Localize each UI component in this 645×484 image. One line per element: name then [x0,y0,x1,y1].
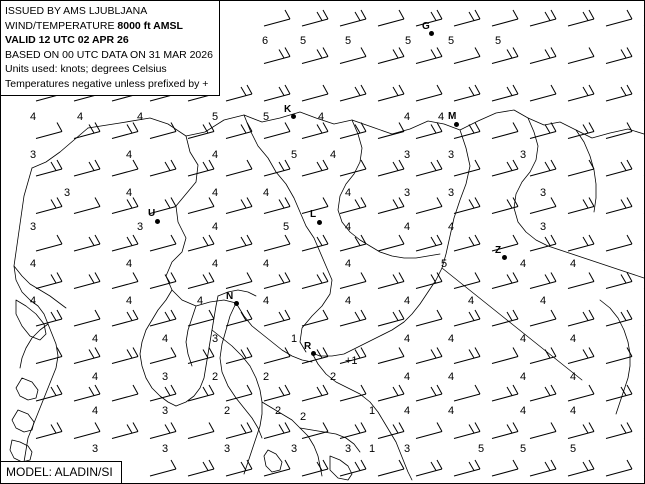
temperature-value: 4 [404,111,411,123]
wind-barb [606,423,632,439]
wind-barb [112,160,138,176]
temperature-value: 4 [77,111,84,123]
wind-barb [378,160,404,176]
wind-barb [302,423,328,439]
legend-line-units: Units used: knots; degrees Celsius [5,63,167,75]
wind-barb [36,310,62,326]
wind-barb [188,123,214,139]
wind-barb [226,460,252,476]
model-label: MODEL: ALADIN/SI [6,465,113,479]
temperature-value: 4 [438,111,445,123]
wind-barb [340,423,366,439]
temperature-value: 4 [92,371,99,383]
temperature-value: 3 [64,187,71,199]
temperature-value: 4 [520,258,527,270]
wind-barb [378,385,404,401]
wind-barb [264,85,290,101]
wind-barb [492,423,518,439]
temperature-value: 4 [345,258,352,270]
wind-barb [378,348,404,364]
wind-barb [454,460,480,476]
wind-barb [36,273,62,289]
wind-barb [226,160,252,176]
wind-barb [112,235,138,251]
temperature-value: 4 [468,295,475,307]
wind-barb [530,235,556,251]
wind-barb [492,348,518,364]
temperature-value: 4 [30,295,37,307]
wind-barb [416,198,442,214]
temperature-value: 4 [345,295,352,307]
wind-barb [264,423,290,439]
temperature-value: +1 [345,355,358,367]
temperature-value: 4 [540,295,547,307]
legend-line-valid: VALID 12 UTC 02 APR 26 [5,34,129,46]
wind-barb [492,123,518,139]
temperature-value: 4 [212,149,219,161]
temperature-value: 2 [224,405,231,417]
legend-product-prefix: WIND/TEMPERATURE [5,19,118,32]
wind-barb [378,235,404,251]
temperature-value: 5 [263,111,270,123]
temperature-value: 4 [30,258,37,270]
wind-barb [606,160,632,176]
wind-barb [226,273,252,289]
city-label: G [422,21,430,32]
wind-barb [340,198,366,214]
wind-barb [378,123,404,139]
temperature-value: 4 [404,405,411,417]
temperature-value: 4 [263,295,270,307]
wind-barb [454,85,480,101]
temperature-value: 3 [345,443,352,455]
temperature-value: 5 [495,35,502,47]
temperature-value: 4 [448,405,455,417]
temperature-value: 5 [291,149,298,161]
temperature-value: 4 [126,258,133,270]
wind-barb [264,10,290,26]
temperature-value: 3 [162,405,169,417]
legend-box [0,0,220,96]
wind-barb [112,273,138,289]
wind-barb [378,48,404,64]
temperature-value: 2 [263,371,270,383]
wind-barb [74,310,100,326]
wind-barb [74,385,100,401]
temperature-value: 3 [540,187,547,199]
wind-barb [150,348,176,364]
wind-barb [188,348,214,364]
wind-barb [454,423,480,439]
city-dot [502,255,507,260]
wind-barb [416,385,442,401]
temperature-value: 4 [263,187,270,199]
wind-barb [340,460,366,476]
temperature-value: 4 [126,149,133,161]
temperature-value: 4 [162,333,169,345]
temperature-value: 5 [570,443,577,455]
temperature-value: 4 [448,333,455,345]
temperature-value: 4 [126,187,133,199]
wind-barb [302,310,328,326]
wind-barb [606,385,632,401]
wind-barb [302,160,328,176]
wind-barb [302,48,328,64]
wind-barb [36,385,62,401]
temperature-value: 2 [275,405,282,417]
wind-barb [454,198,480,214]
city-label: Z [495,245,502,256]
temperature-value: 4 [345,187,352,199]
wind-barb [530,385,556,401]
wind-barb [606,48,632,64]
wind-barb [606,235,632,251]
wind-barb [454,273,480,289]
wind-barb [226,235,252,251]
model-box [0,461,122,484]
wind-barb [74,198,100,214]
wind-barb [454,348,480,364]
wind-barb [302,235,328,251]
wind-barb [74,273,100,289]
temperature-value: 4 [92,405,99,417]
wind-barb [188,423,214,439]
temperature-value: 4 [212,258,219,270]
wind-barb [416,235,442,251]
wind-barb [150,235,176,251]
legend-product-level: 8000 ft AMSL [117,19,183,32]
wind-barb [568,85,594,101]
wind-barb [416,85,442,101]
wind-barb [226,348,252,364]
wind-barb [112,423,138,439]
temperature-value: 4 [126,295,133,307]
wind-barb [74,423,100,439]
wind-barb [568,460,594,476]
wind-barb [492,460,518,476]
temperature-value: 4 [570,258,577,270]
wind-barb [188,160,214,176]
city-label: U [148,208,156,219]
wind-barb [36,123,62,139]
wind-barb [112,198,138,214]
temperature-value: 3 [448,149,455,161]
wind-barb [264,310,290,326]
temperature-value: 4 [520,333,527,345]
wind-barb [74,123,100,139]
wind-barb [150,385,176,401]
temperature-value: 4 [570,371,577,383]
wind-barb [340,273,366,289]
wind-barb [416,423,442,439]
wind-barb [492,385,518,401]
wind-barb [264,123,290,139]
temperature-value: 3 [92,443,99,455]
temperature-value: 4 [92,333,99,345]
temperature-value: 5 [405,35,412,47]
temperature-value: 3 [30,149,37,161]
wind-barb [150,123,176,139]
temperature-value: 5 [283,221,290,233]
temperature-value: 3 [162,371,169,383]
temperature-value: 1 [369,443,376,455]
wind-barb [492,85,518,101]
wind-barb [264,385,290,401]
temperature-value: 1 [369,405,376,417]
temperature-value: 4 [448,371,455,383]
wind-barb [568,160,594,176]
temperature-value: 3 [212,333,219,345]
wind-barb [568,310,594,326]
temperature-value: 4 [212,221,219,233]
wind-barb [454,10,480,26]
city-dot [155,219,160,224]
wind-barb [302,385,328,401]
wind-barb [36,423,62,439]
temperature-value: 6 [262,35,269,47]
wind-barb [568,198,594,214]
city-label: N [226,291,234,302]
wind-barb [302,85,328,101]
wind-barb [226,123,252,139]
temperature-value: 5 [478,443,485,455]
city-dot [311,351,316,356]
temperature-value: 2 [212,371,219,383]
temperature-value: 4 [345,221,352,233]
temperature-value: 4 [137,111,144,123]
wind-barb [530,198,556,214]
temperature-value: 4 [263,258,270,270]
wind-barb [378,310,404,326]
wind-barb [568,235,594,251]
temperature-value: 3 [404,149,411,161]
wind-barb [530,10,556,26]
wind-barb [530,460,556,476]
wind-barb [530,310,556,326]
wind-barb [340,235,366,251]
city-dot [234,301,239,306]
wind-barb [112,348,138,364]
wind-barb [188,235,214,251]
legend-line-temp-note: Temperatures negative unless prefixed by + [5,77,209,90]
wind-barb [264,198,290,214]
temperature-value: 3 [404,187,411,199]
city-label: L [310,209,317,220]
wind-barb [188,385,214,401]
wind-barb [530,85,556,101]
wind-barb [492,198,518,214]
temperature-value: 3 [448,187,455,199]
wind-barb [188,310,214,326]
wind-barb [606,310,632,326]
wind-barb [568,48,594,64]
wind-barb [74,160,100,176]
temperature-value: 4 [212,187,219,199]
wind-barb [606,198,632,214]
wind-barb [606,348,632,364]
temperature-value: 4 [30,111,37,123]
wind-barb [340,48,366,64]
city-dot [291,114,296,119]
wind-barb [568,385,594,401]
wind-barb [454,235,480,251]
wind-barb [416,273,442,289]
wind-barb [74,235,100,251]
wind-barb [188,460,214,476]
wind-barb [606,10,632,26]
city-label: K [284,104,292,115]
temperature-value: 5 [212,111,219,123]
wind-barb [530,423,556,439]
temperature-value: 3 [30,221,37,233]
wind-barb [454,310,480,326]
temperature-value: 4 [197,295,204,307]
city-dot [317,220,322,225]
temperature-value: 3 [291,443,298,455]
wind-barb [150,460,176,476]
wind-barb [264,273,290,289]
wind-barb [112,123,138,139]
wind-barb [36,160,62,176]
temperature-value: 4 [520,371,527,383]
wind-barb [340,10,366,26]
wind-barb [150,423,176,439]
wind-barb [378,10,404,26]
wind-barb [264,348,290,364]
temperature-value: 4 [404,221,411,233]
wind-barb [454,48,480,64]
wind-barb [416,310,442,326]
wind-barb [264,235,290,251]
temperature-value: 3 [520,149,527,161]
temperature-value: 4 [404,371,411,383]
wind-barb [112,385,138,401]
wind-barb [568,123,594,139]
wind-barb [36,198,62,214]
temperature-value: 4 [570,405,577,417]
temperature-value: 4 [570,333,577,345]
temperature-value: 5 [345,35,352,47]
wind-barb [492,160,518,176]
wind-barb [568,348,594,364]
wind-barb [454,160,480,176]
wind-barb [226,385,252,401]
temperature-value: 2 [300,411,307,423]
wind-barb [188,273,214,289]
wind-barb [150,310,176,326]
wind-barb [188,198,214,214]
wind-barb [302,123,328,139]
temperature-value: 4 [318,111,325,123]
wind-barb [226,423,252,439]
temperature-value: 5 [448,35,455,47]
wind-barb [378,423,404,439]
wind-barb [378,460,404,476]
wind-barb [150,160,176,176]
wind-barb [530,160,556,176]
temperature-value: 4 [520,405,527,417]
wind-barb [606,123,632,139]
wind-barb [36,235,62,251]
wind-barb [492,10,518,26]
wind-barb [530,273,556,289]
wind-barb [492,273,518,289]
wind-barb [378,198,404,214]
wind-barb [606,85,632,101]
wind-barb [226,310,252,326]
wind-barb [74,348,100,364]
wind-barb [150,273,176,289]
wind-barb [112,310,138,326]
wind-barb [416,160,442,176]
temperature-value: 3 [162,443,169,455]
city-dot [454,122,459,127]
wind-barb [492,310,518,326]
temperature-value: 5 [520,443,527,455]
city-label: R [304,341,312,352]
wind-barb [416,460,442,476]
wind-barb [264,48,290,64]
wind-barb [36,348,62,364]
temperature-value: 3 [404,443,411,455]
wind-barb [568,10,594,26]
temperature-value: 4 [404,333,411,345]
wind-barb [264,460,290,476]
temperature-value: 4 [448,221,455,233]
wind-barb [492,48,518,64]
wind-barb [264,160,290,176]
legend-line-issued: ISSUED BY AMS LJUBLJANA [5,5,148,17]
temperature-value: 5 [300,35,307,47]
wind-barb [340,85,366,101]
wind-barb [302,10,328,26]
temperature-value: 2 [330,371,337,383]
temperature-value: 4 [404,295,411,307]
wind-barb [378,85,404,101]
wind-barb [416,348,442,364]
wind-barb [568,273,594,289]
wind-barb [226,198,252,214]
wind-barb [340,310,366,326]
wind-barb [226,85,252,101]
wind-barb [530,123,556,139]
temperature-value: 3 [224,443,231,455]
wind-barb [416,123,442,139]
city-label: M [448,111,457,122]
wind-barb [454,385,480,401]
temperature-value: 4 [330,149,337,161]
temperature-value: 5 [441,258,448,270]
wind-barb [302,273,328,289]
wind-barb [606,460,632,476]
wind-barb [378,273,404,289]
temperature-value: 3 [137,221,144,233]
wind-barb [340,385,366,401]
wind-barb [530,48,556,64]
wind-barb [340,160,366,176]
legend-line-product [5,19,213,34]
wind-barb [302,460,328,476]
wind-barb [340,123,366,139]
wind-barb [568,423,594,439]
temperature-value: 3 [540,221,547,233]
legend-line-based: BASED ON 00 UTC DATA ON 31 MAR 2026 [5,48,213,61]
wind-barb [530,348,556,364]
wind-barb [416,48,442,64]
wind-barb [606,273,632,289]
temperature-value: 1 [291,333,298,345]
